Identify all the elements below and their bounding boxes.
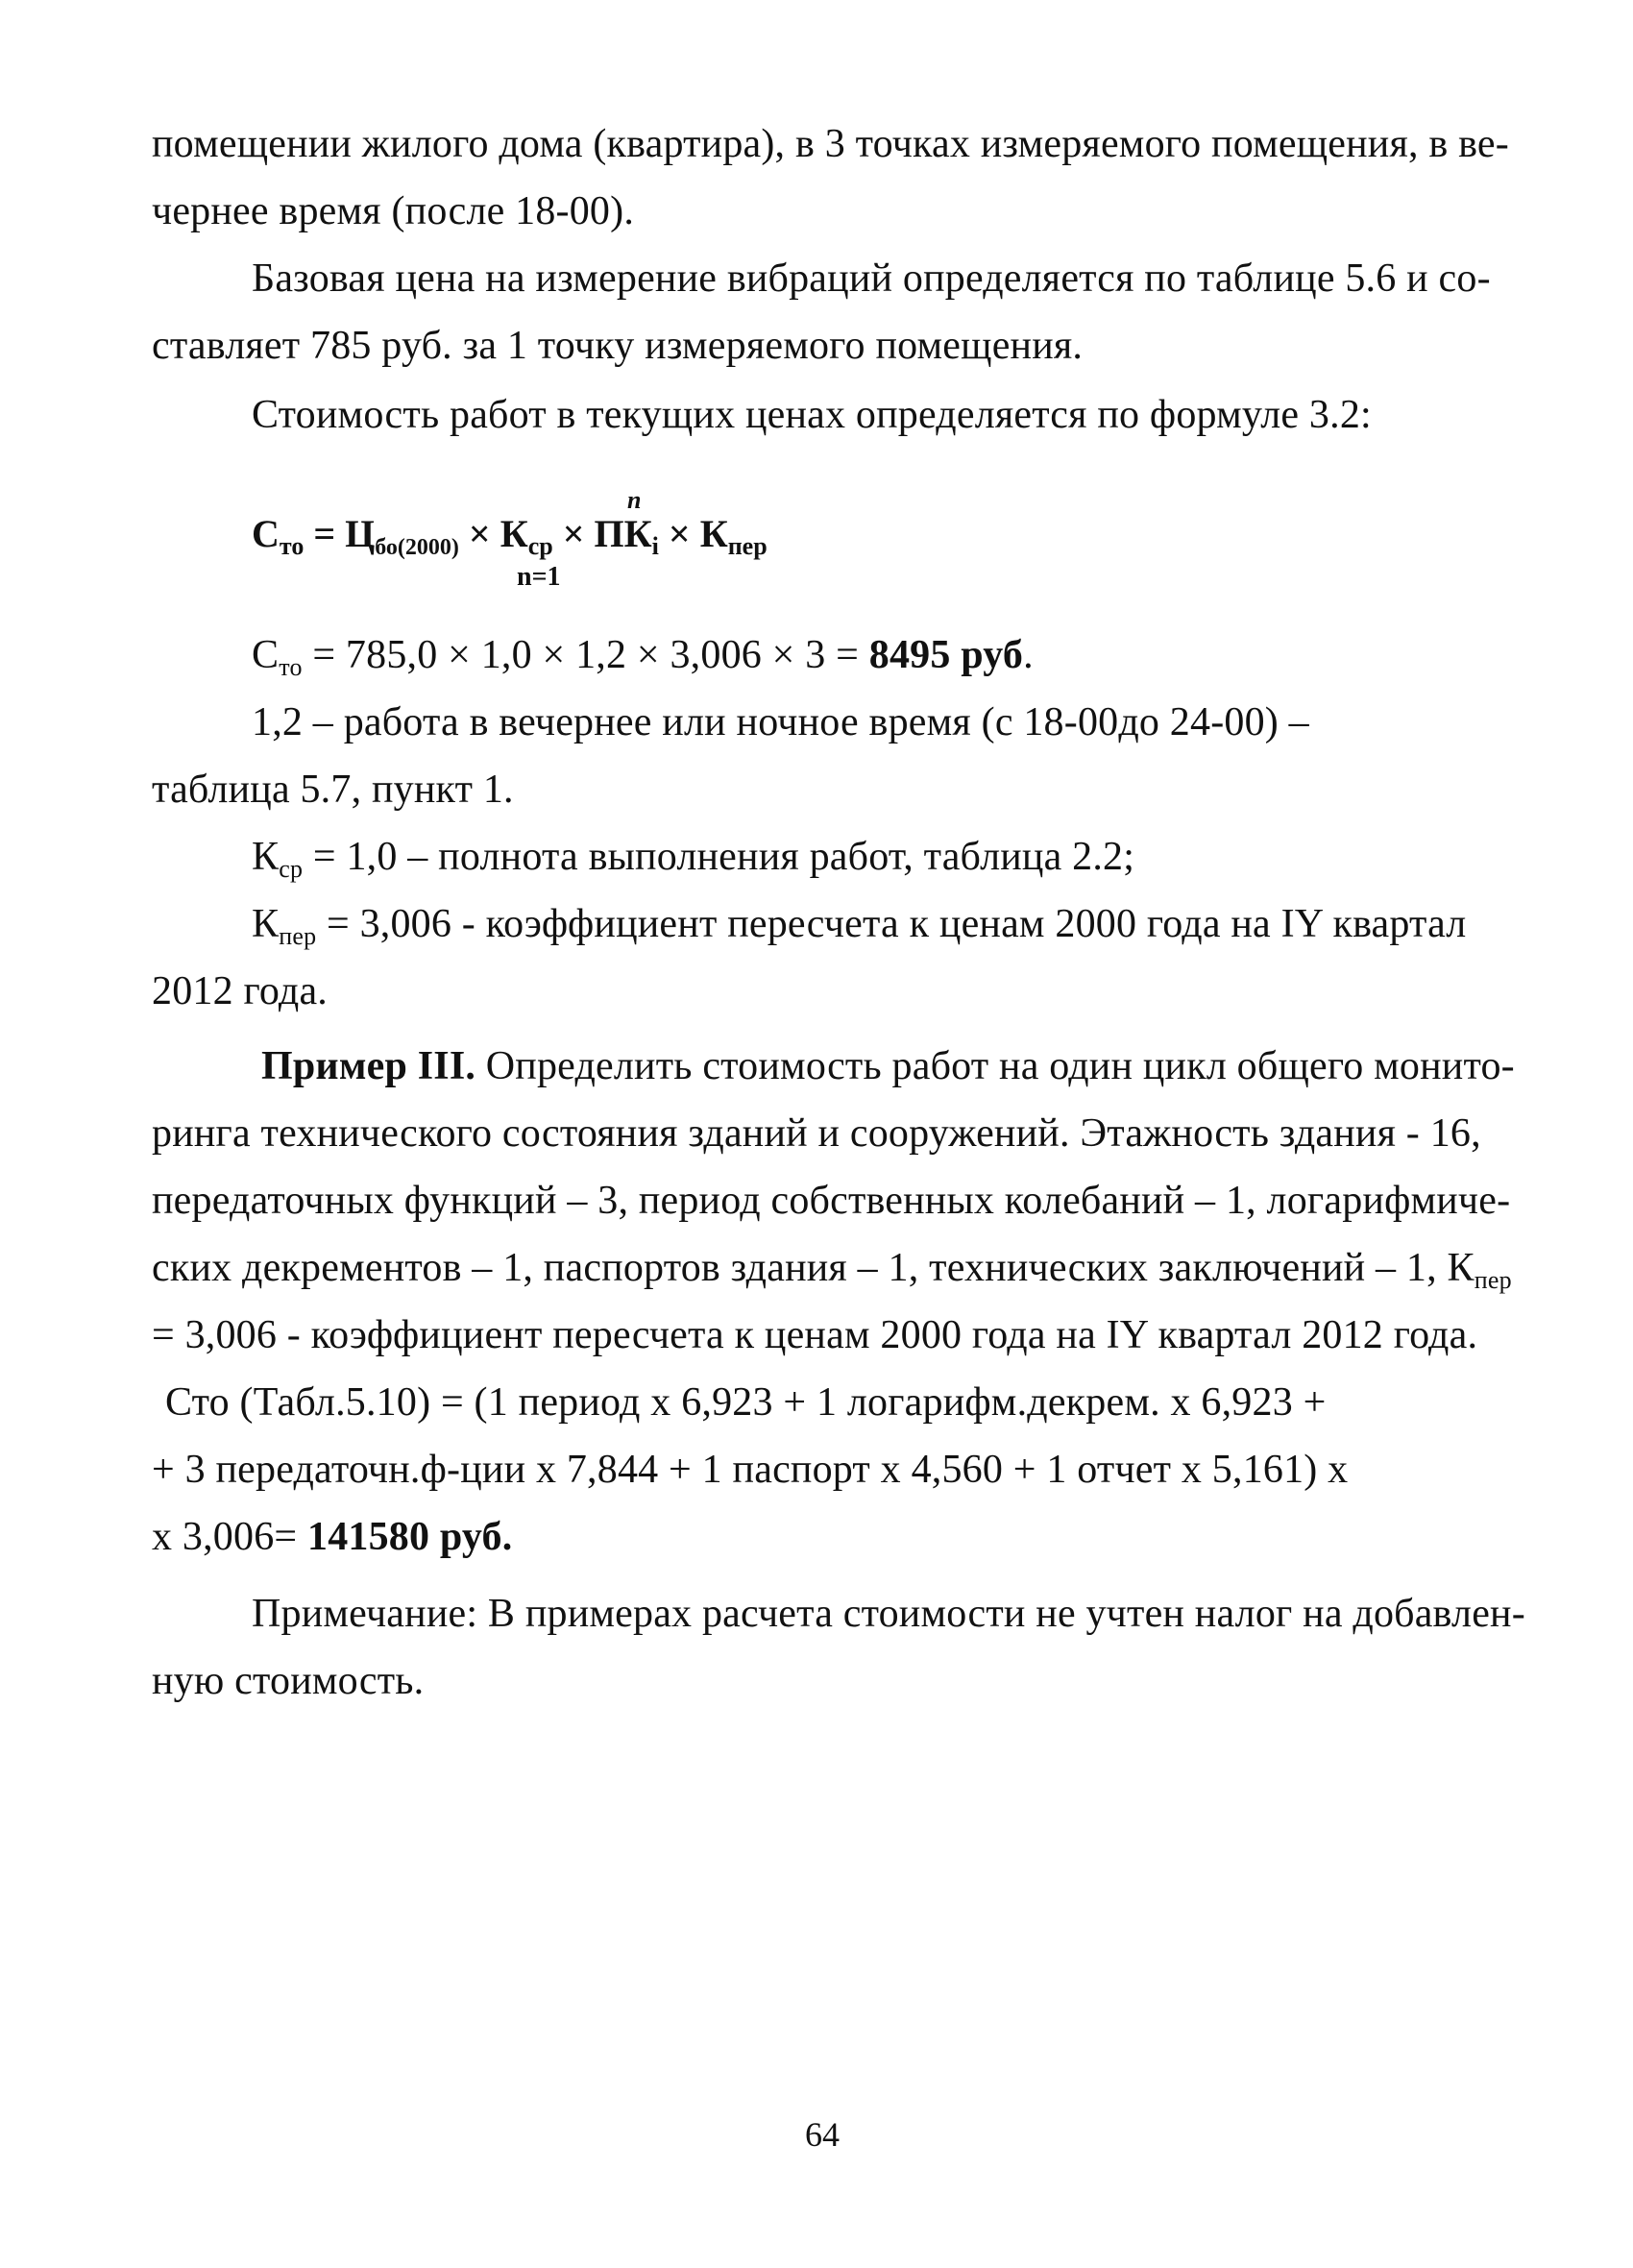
note-line-1: Примечание: В примерах расчета стоимости не учтен налог на добавлен- (252, 1592, 1525, 1636)
example-3-calc-line-1: Сто (Табл.5.10) = (1 период х 6,923 + 1 логарифм.декрем. х 6,923 + (165, 1380, 1327, 1425)
example-3-title: Пример III. (261, 1044, 476, 1088)
example-3-calc-line-3: х 3,006= 141580 руб. (152, 1515, 513, 1559)
paragraph-1-line-2: чернее время (после 18-00). (152, 189, 635, 233)
note-evening-work-line-2: таблица 5.7, пункт 1. (152, 768, 514, 812)
note-evening-work-line-1: 1,2 – работа в вечернее или ночное время (с 18-00до 24-00) – (252, 700, 1309, 744)
formula-kper: $К_{пер}$ (699, 512, 768, 560)
note-kcp: $К_{ср} = 1,0$ – полнота выполнения работ, таблица 2.2; (252, 835, 1135, 883)
example-3-line-3: передаточных функций – 3, период собственных колебаний – 1, логарифмиче- (152, 1179, 1511, 1223)
example-3-line-4: ских декрементов – 1, паспортов здания – 1, технических заключений – 1, $К_{пер}$ (152, 1246, 1512, 1294)
example-3-calc-line-2: + 3 передаточн.ф-ции х 7,844 + 1 паспорт х 4,560 + 1 отчет х 5,161) х (152, 1448, 1349, 1492)
page-number: 64 (805, 2115, 840, 2154)
formula-sum-upper-index: n (627, 486, 642, 514)
paragraph-3-line-1: Стоимость работ в текущих ценах определяется по формуле 3.2: (252, 393, 1372, 437)
paragraph-2-line-2: ставляет 785 руб. за 1 точку измеряемого помещения. (152, 324, 1084, 368)
example-3-line-1: Пример III. Определить стоимость работ на один цикл общего монито- (261, 1044, 1515, 1088)
formula-pk: $ПК_i$ (594, 512, 659, 560)
calculation-result: 8495 руб (868, 633, 1024, 677)
note-line-2: ную стоимость. (152, 1659, 425, 1703)
paragraph-2-line-1: Базовая цена на измерение вибраций определяется по таблице 5.6 и со- (252, 256, 1491, 301)
paragraph-1-line-1: помещении жилого дома (квартира), в 3 точках измеряемого помещения, в ве- (152, 122, 1509, 166)
example-3-line-5: = 3,006 - коэффициент пересчета к ценам 2000 года на IY квартал 2012 года. (152, 1313, 1478, 1357)
note-kper-line-2: 2012 года. (152, 969, 328, 1013)
example-3-result: 141580 руб. (307, 1515, 513, 1559)
calculation-line: $С_{то} = 785,0 \times 1,0 \times 1,2 \times 3,006 \times 3 = 8495$ руб. (252, 633, 1034, 681)
formula-expression: $С_{то} = Ц_{бо(2000)} \times К_{ср} \times ПК_i \times К_{пер}$ (252, 512, 768, 560)
formula-cto: $С_{то}$ (252, 512, 305, 560)
note-kper-line-1: $К_{пер} = 3,006$ - коэффициент пересчета к ценам 2000 года на IY квартал (252, 902, 1467, 950)
formula-base-price: $Ц_{бо(2000)}$ (345, 512, 459, 560)
formula-kcp: $К_{ср}$ (500, 512, 553, 560)
formula-sum-lower-index: n=1 (517, 562, 561, 592)
example-3-line-2: ринга технического состояния зданий и сооружений. Этажность здания - 16, (152, 1111, 1481, 1156)
